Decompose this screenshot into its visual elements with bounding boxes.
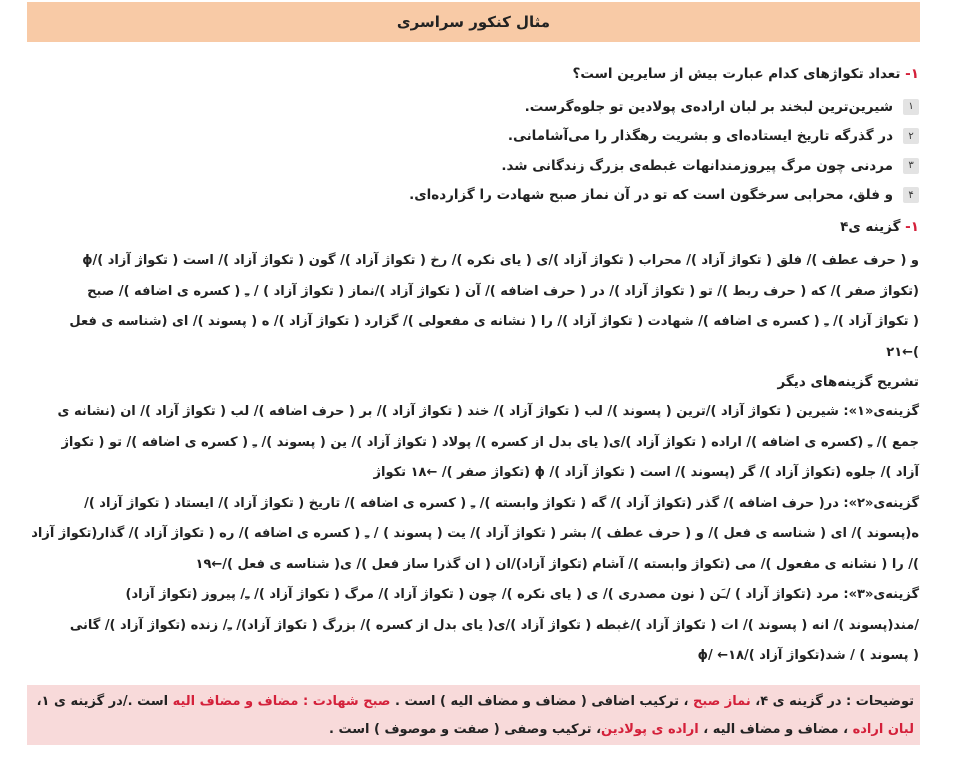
question-number: ۱- xyxy=(905,66,919,82)
page-title: مثال کنکور سراسری xyxy=(396,13,551,31)
analysis-line: (تکواژ صفر )/ که ( حرف ربط )/ تو ( تکواژ آزاد )/ در ( حرف اضافه )/ آن ( تکواژ آزاد )/نماز ( تکواژ آزاد ) / ـِ ( کسره ی اضافه )/ صبح xyxy=(87,283,919,299)
explanation-line: جمع )/ ـِ (کسره ی اضافه )/ اراده ( تکواژ آزاد )/ی( یای بدل از کسره )/ پولاد ( تکواژ آزاد )/ ین ( پسوند )/ ـِ ( کسره ی اضافه )/ تو ( تکواژ xyxy=(61,434,919,450)
option-3 xyxy=(39,151,919,181)
notes-highlight: مضاف و مضاف الیه xyxy=(172,694,299,709)
notes-text: : xyxy=(298,694,313,709)
answer-text: گزینه ی۴ xyxy=(840,219,906,235)
analysis-line: ( تکواژ آزاد )/ ـِ ( کسره ی اضافه )/ شهادت ( تکواژ آزاد )/ را ( نشانه ی مفعولی )/ گزارد ( تکواژ آزاد )/ ه ( پسوند )/ ای (شناسه ی فعل xyxy=(69,314,919,329)
option-number-badge: ۴ xyxy=(903,187,919,203)
notes-highlight: لبان اراده xyxy=(852,722,914,737)
explanation-line: )/ را ( نشانه ی مفعول )/ می (تکواژ وابسته )/ آشام (تکواژ آزاد)/ان ( ان گذرا ساز فعل )/ ی( شناسه ی فعل )/←۱۹ xyxy=(195,556,919,572)
answer-analysis xyxy=(28,246,919,368)
option-1 xyxy=(39,92,919,122)
option-number-badge: ۲ xyxy=(903,128,919,144)
answer-line xyxy=(840,219,919,235)
explanation-line: گزینه‌ی«۲»: در( حرف اضافه )/ گذر (تکواژ آزاد )/ گه ( تکواژ وابسته )/ ـِ ( کسره ی اضافه )/ تاریخ ( تکواژ آزاد )/ ایستاد ( تکواژ آزاد )/ xyxy=(84,495,919,511)
notes-box xyxy=(27,685,920,745)
option-2 xyxy=(39,122,919,152)
option-text: شیرین‌ترین لبخند بر لبان اراده‌ی پولادین تو جلوه‌گرست. xyxy=(524,98,893,115)
option-text: و فلق، محرابی سرخگون است که تو در آن نماز صبح شهادت را گزارده‌ای. xyxy=(409,187,893,204)
other-options-explanations xyxy=(28,397,919,672)
notes-text: ، مضاف و مضاف الیه ، xyxy=(698,722,853,737)
option-number-badge: ۳ xyxy=(903,158,919,174)
option-text: مردنی چون مرگ پیروزمندانهات غبطه‌ی بزرگ زندگانی شد. xyxy=(501,157,893,174)
notes-text: توضیحات : در گزینه ی ۴، xyxy=(750,694,914,709)
explanation-line: گزینه‌ی«۱»: شیرین ( تکواژ آزاد )/ترین ( پسوند )/ لب ( تکواژ آزاد )/ خند ( تکواژ آزاد )/ بر ( حرف اضافه )/ لب ( تکواژ آزاد )/ ان (نشانه ی xyxy=(57,404,919,419)
option-number-badge: ۱ xyxy=(903,99,919,115)
explanation-line: آزاد )/ جلوه (تکواژ آزاد )/ گر (پسوند )/ است ( تکواژ آزاد )/ ϕ (تکواژ صفر )/ ←۱۸ تکواژ xyxy=(373,465,919,480)
question-line xyxy=(572,66,919,82)
options-list xyxy=(39,92,919,210)
explanation-line: ( پسوند ) / شد(تکواژ آزاد )/ϕ/ ←۱۸ xyxy=(697,648,919,663)
notes-highlight: نماز صبح xyxy=(693,694,751,709)
question-text: تعداد تکواژهای کدام عبارت بیش از سایرین است؟ xyxy=(572,66,906,82)
notes-text: است ./در گزینه ی ۱، xyxy=(36,694,173,709)
notes-text: ، ترکیب اضافی ( مضاف و مضاف الیه ) است . xyxy=(390,694,694,709)
option-text: در گذرگه تاریخ ایستاده‌ای و بشریت رهگذار را می‌آشامانی. xyxy=(507,128,893,145)
option-4 xyxy=(39,181,919,211)
title-banner xyxy=(27,2,920,42)
explanation-line: /مند(پسوند )/ انه ( پسوند )/ ات ( تکواژ آزاد )/غبطه ( تکواژ آزاد )/ی( یای بدل از کسره )/ بزرگ ( تکواژ آزاد)/ ـِ/ زنده (تکواژ آزاد )/ گانی xyxy=(69,617,919,633)
explanation-line: گزینه‌ی«۳»: مرد (تکواژ آزاد ) /ـَن ( نون مصدری )/ ی ( یای نکره )/ چون ( تکواژ آزاد )/ مرگ ( تکواژ آزاد )/ ـِ/ پیروز (تکواژ آزاد) xyxy=(125,587,919,602)
other-options-heading: تشریح گزینه‌های دیگر xyxy=(777,374,919,390)
explanation-line: ه(پسوند )/ ای ( شناسه ی فعل )/ و ( حرف عطف )/ بشر ( تکواژ آزاد )/ یت ( پسوند ) / ـِ ( کسره ی اضافه )/ ره ( تکواژ آزاد )/ گذار(تکواژ آزاد xyxy=(31,526,919,541)
notes-highlight: اراده ی پولادین xyxy=(601,722,699,737)
notes-text: ، ترکیب وصفی ( صفت و موصوف ) است . xyxy=(329,722,602,737)
notes-highlight: صبح شهادت xyxy=(312,694,391,709)
answer-number: ۱- xyxy=(905,219,919,235)
analysis-line: و ( حرف عطف )/ فلق ( تکواژ آزاد )/ محراب ( تکواژ آزاد )/ی ( یای نکره )/ رخ ( تکواژ آزاد )/ گون ( تکواژ آزاد )/ است ( تکواژ آزاد )/ϕ xyxy=(82,253,919,268)
analysis-line: )←۲۱ xyxy=(886,344,919,360)
